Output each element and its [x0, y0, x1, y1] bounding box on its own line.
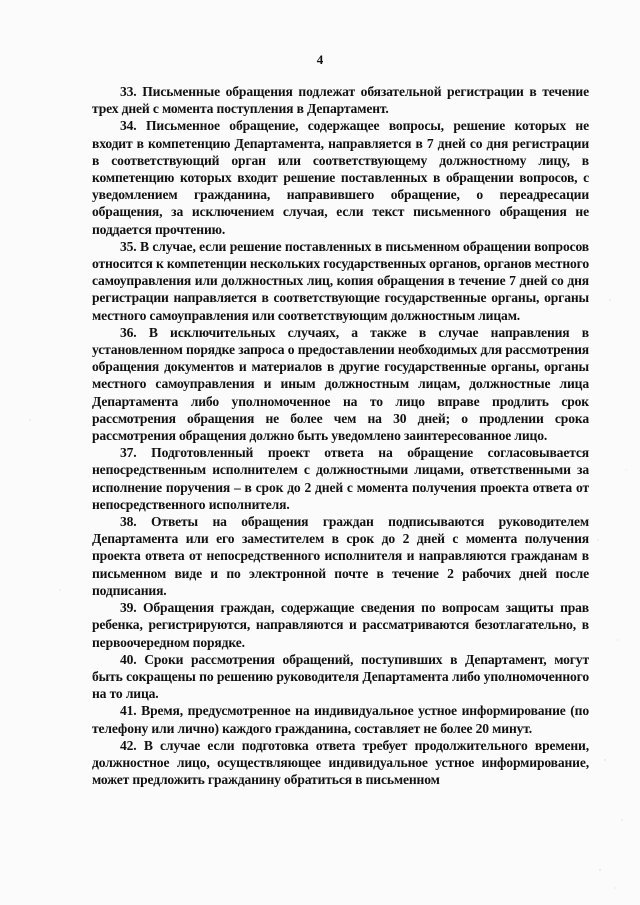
paragraph-37: 37. Подготовленный проект ответа на обращение согласовывается непосредственным исполнителем с должностными лицами, ответственными за исполнение поручения – в срок до 2 дней с момента получения проекта ответа от непосредственного исполнителя.	[92, 445, 589, 512]
paragraph-39: 39. Обращения граждан, содержащие сведения по вопросам защиты прав ребенка, регистрируются, направляются и рассматриваются безотлагательно, в первоочередном порядке.	[92, 600, 589, 650]
paragraph-33: 33. Письменные обращения подлежат обязательной регистрации в течение трех дней с момента поступления в Департамент.	[92, 84, 589, 117]
document-body	[92, 83, 589, 788]
paragraph-40: 40. Сроки рассмотрения обращений, поступивших в Департамент, могут быть сокращены по решению руководителя Департамента либо уполномоченного на то лица.	[92, 651, 589, 702]
paragraph-41: 41. Время, предусмотренное на индивидуальное устное информирование (по телефону или лично) каждого гражданина, составляет не более 20 минут.	[92, 703, 589, 736]
paragraph-34: 34. Письменное обращение, содержащее вопросы, решение которых не входит в компетенцию Департамента, направляется в 7 дней со дня регистрации в соответствующий орган или соответствующему должностному лицу, в компетенцию которых входит решение поставленных в обращении вопросов, с уведомлением гражданина, направившего обращение, о переадресации обращения, за исключением случая, если текст письменного обращения не поддается прочтению.	[92, 118, 589, 237]
paragraph-38: 38. Ответы на обращения граждан подписываются руководителем Департамента или его заместителем в срок до 2 дней с момента получения проекта ответа от непосредственного исполнителя и направляются гражданам в письменном виде и по электронной почте в течение 2 рабочих дней после подписания.	[92, 514, 589, 598]
paragraph-36: 36. В исключительных случаях, а также в случае направления в установленном порядке запроса о предоставлении необходимых для рассмотрения обращения документов и материалов в другие государственные органы, органы местного самоуправления и иным должностным лицам, должностные лица Департамента либо уполномоченное на то лицо вправе продлить срок рассмотрения обращения не более чем на 30 дней; о продлении срока рассмотрения обращения должно быть уведомлено заинтересованное лицо.	[92, 324, 589, 444]
paragraph-35: 35. В случае, если решение поставленных в письменном обращении вопросов относится к компетенции нескольких государственных органов, органов местного самоуправления или должностных лиц, копия обращения в течение 7 дней со дня регистрации направляется в соответствующие государственные органы, органы местного самоуправления или соответствующим должностным лицам.	[92, 238, 589, 323]
paragraph-42: 42. В случае если подготовка ответа требует продолжительного времени, должностное лицо, осуществляющее индивидуальное устное информирование, может предложить гражданину обратиться в письменном	[92, 737, 589, 788]
page-number: 4	[316, 52, 324, 67]
